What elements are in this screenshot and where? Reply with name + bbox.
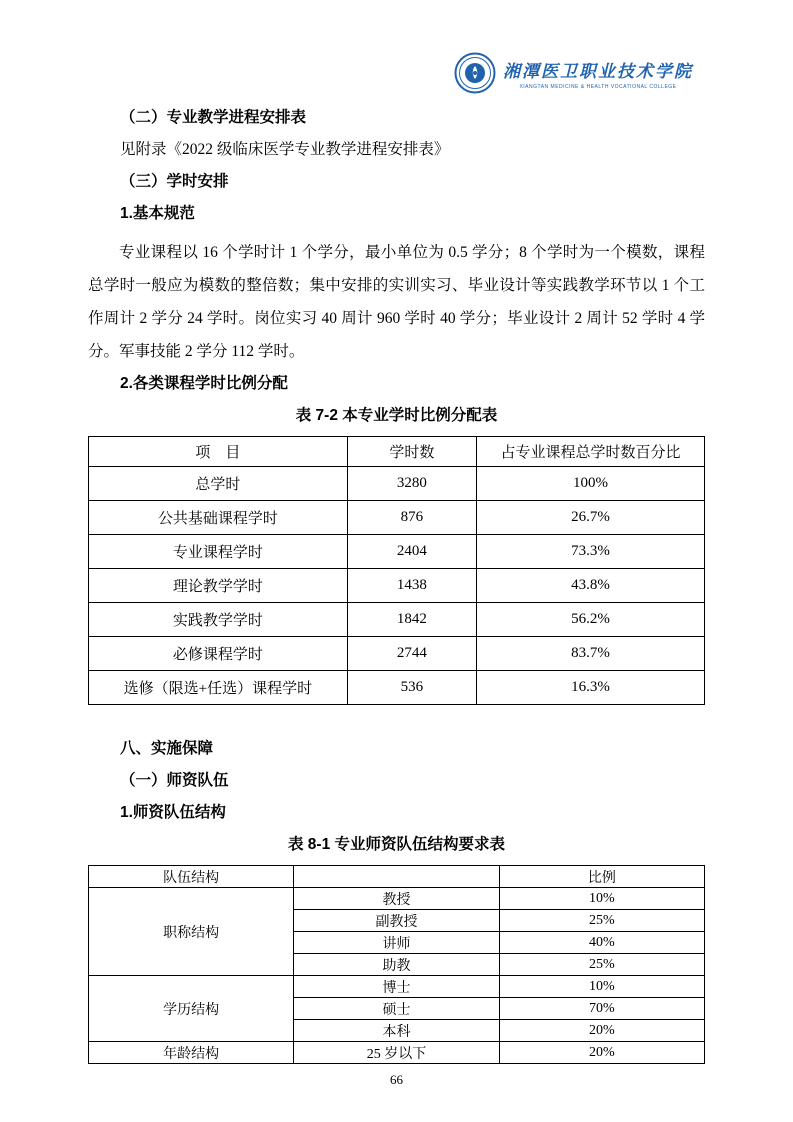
- table-cell: 2744: [347, 637, 476, 671]
- table2-body: [89, 888, 705, 1064]
- table-row: [89, 637, 705, 671]
- table-row: [89, 1042, 705, 1064]
- heading-section-2: （二）专业教学进程安排表: [120, 109, 307, 126]
- table2-caption: 表 8-1 专业师资队伍结构要求表: [287, 836, 506, 853]
- table2-header-ratio: 比例: [499, 866, 704, 888]
- table-cell: 3280: [347, 467, 476, 501]
- table-cell: 副教授: [294, 910, 499, 932]
- table-cell: 硕士: [294, 998, 499, 1020]
- table-cell: 43.8%: [477, 569, 705, 603]
- table-cell: 25%: [499, 954, 704, 976]
- table-cell: 73.3%: [477, 535, 705, 569]
- table-cell: 16.3%: [477, 671, 705, 705]
- group-label-cell: 学历结构: [89, 976, 294, 1042]
- page-number: 66: [390, 1072, 403, 1087]
- table-header-row: [89, 437, 705, 467]
- table-cell: 10%: [499, 888, 704, 910]
- table1-header-item: 项 目: [89, 437, 348, 467]
- table-cell: 理论教学学时: [89, 569, 348, 603]
- table-cell: 536: [347, 671, 476, 705]
- table-cell: 20%: [499, 1020, 704, 1042]
- table-row: [89, 976, 705, 998]
- basic-rules-paragraph: 专业课程以 16 个学时计 1 个学分，最小单位为 0.5 学分；8 个学时为一个模数，课程总学时一般应为模数的整倍数；集中安排的实训实习、毕业设计等实践教学环节以 1 个工作周计 2 学分 24 学时。岗位实习 40 周计 960 学时 40 学分；毕业设计 2 周计 52 学时 4 学分。军事技能 2 学分 112 学时。: [88, 244, 705, 360]
- heading-section-3: （三）学时安排: [120, 173, 229, 190]
- table-cell: 实践教学学时: [89, 603, 348, 637]
- table-cell: 83.7%: [477, 637, 705, 671]
- table-cell: 本科: [294, 1020, 499, 1042]
- table-cell: 70%: [499, 998, 704, 1020]
- table-cell: 必修课程学时: [89, 637, 348, 671]
- table-header-row: [89, 866, 705, 888]
- table-cell: 2404: [347, 535, 476, 569]
- table-row: [89, 535, 705, 569]
- table-cell: 876: [347, 501, 476, 535]
- heading-implementation-guarantee: 八、实施保障: [120, 740, 214, 757]
- heading-faculty-team: （一）师资队伍: [120, 772, 229, 789]
- table-cell: 25%: [499, 910, 704, 932]
- table-cell: 公共基础课程学时: [89, 501, 348, 535]
- table1-header-percentage: 占专业课程总学时数百分比: [477, 437, 705, 467]
- table-cell: 讲师: [294, 932, 499, 954]
- college-name-en: XIANGTAN MEDICINE & HEALTH VOCATIONAL COLLEGE: [519, 83, 677, 90]
- table2-header-empty: [294, 866, 499, 888]
- table-cell: 博士: [294, 976, 499, 998]
- heading-hour-allocation: 2.各类课程学时比例分配: [120, 375, 288, 392]
- college-emblem-icon: [454, 52, 496, 94]
- table-row: [89, 671, 705, 705]
- table-cell: 教授: [294, 888, 499, 910]
- table-cell: 56.2%: [477, 603, 705, 637]
- college-name-zh: 湘潭医卫职业技术学院: [503, 61, 693, 81]
- table-cell: 1438: [347, 569, 476, 603]
- table-row: [89, 603, 705, 637]
- table-cell: 助教: [294, 954, 499, 976]
- faculty-structure-table: [88, 865, 705, 1064]
- table-cell: 40%: [499, 932, 704, 954]
- table-cell: 专业课程学时: [89, 535, 348, 569]
- group-label-cell: 年龄结构: [89, 1042, 294, 1064]
- table-cell: 26.7%: [477, 501, 705, 535]
- table1-caption: 表 7-2 本专业学时比例分配表: [295, 407, 498, 424]
- table-row: [89, 888, 705, 910]
- college-name: [503, 57, 693, 90]
- table-row: [89, 501, 705, 535]
- table-row: [89, 569, 705, 603]
- table-cell: 总学时: [89, 467, 348, 501]
- table1-header-hours: 学时数: [347, 437, 476, 467]
- college-logo: [454, 52, 693, 94]
- table1-body: [89, 467, 705, 705]
- hour-allocation-table: [88, 436, 705, 705]
- table-cell: 1842: [347, 603, 476, 637]
- heading-faculty-structure: 1.师资队伍结构: [120, 804, 226, 821]
- table-cell: 100%: [477, 467, 705, 501]
- table-row: [89, 467, 705, 501]
- heading-basic-rules: 1.基本规范: [120, 205, 195, 222]
- group-label-cell: 职称结构: [89, 888, 294, 976]
- table2-header-structure: 队伍结构: [89, 866, 294, 888]
- appendix-reference: 见附录《2022 级临床医学专业教学进程安排表》: [120, 141, 450, 158]
- table-cell: 选修（限选+任选）课程学时: [89, 671, 348, 705]
- table-cell: 10%: [499, 976, 704, 998]
- table-cell: 20%: [499, 1042, 704, 1064]
- table-cell: 25 岁以下: [294, 1042, 499, 1064]
